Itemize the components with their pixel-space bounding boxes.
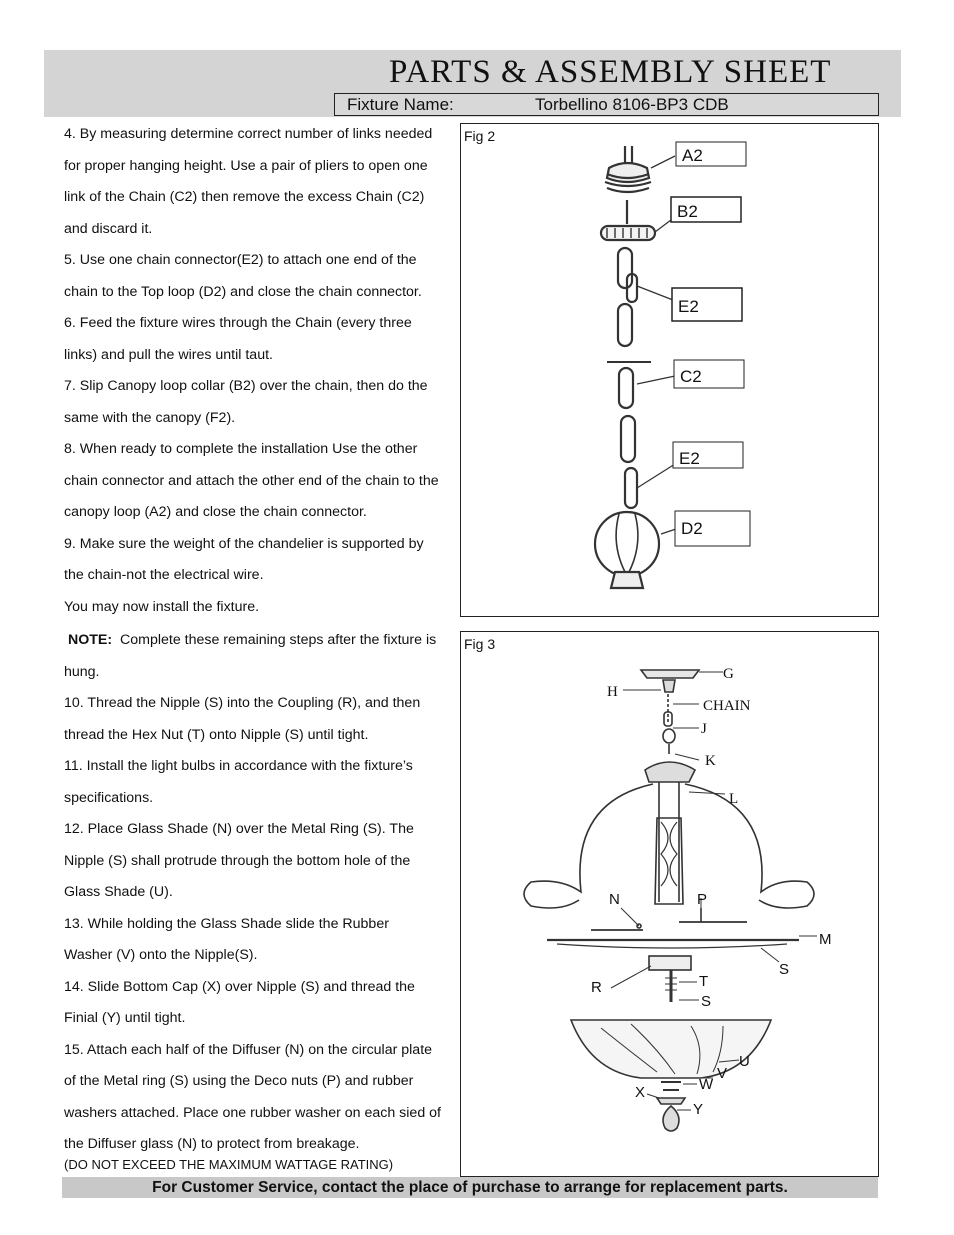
instruction-line: washers attached. Place one rubber washer on each sied of [64, 1104, 441, 1121]
chain-link [619, 368, 633, 408]
instruction-line: for proper hanging height. Use a pair of pliers to open one [64, 157, 428, 174]
canopy-loop-a2 [607, 163, 649, 182]
chain-link [618, 304, 632, 346]
instruction-line: 13. While holding the Glass Shade slide the Rubber [64, 915, 389, 932]
instruction-line: 8. When ready to complete the installation Use the other [64, 441, 418, 457]
figure-3-label: Fig 3 [464, 636, 496, 652]
canopy-loop-h [663, 680, 675, 692]
instruction-line: 14. Slide Bottom Cap (X) over Nipple (S) and thread the [64, 978, 415, 995]
label-x: X [635, 1084, 646, 1101]
label-g: G [723, 666, 734, 682]
chain-link [625, 468, 637, 508]
note-line [64, 625, 458, 657]
instruction-line: canopy loop (A2) and close the chain connector. [64, 504, 367, 520]
instruction-line: 11. Install the light bulbs in accordance with the fixture’s [64, 758, 413, 774]
chain-assembly-diagram [461, 124, 878, 616]
label-m: M [819, 931, 832, 948]
canopy-g [641, 670, 699, 678]
instruction-line: 15. Attach each half of the Diffuser (N) on the circular plate [64, 1041, 433, 1058]
instruction-line: the Diffuser glass (N) to protect from breakage. [64, 1136, 360, 1152]
top-loop-j [663, 729, 675, 743]
instructions-top [64, 119, 458, 623]
figure-2-label: Fig 2 [464, 128, 496, 144]
finial-y [663, 1106, 679, 1131]
label-u: U [739, 1053, 750, 1070]
left-arm [524, 784, 653, 908]
right-arm [685, 784, 814, 908]
instruction-line: of the Metal ring (S) using the Deco nuts (P) and rubber [64, 1073, 414, 1089]
chain-link [621, 416, 635, 462]
instruction-line: 9. Make sure the weight of the chandelier is supported by [64, 535, 424, 552]
label-r: R [591, 979, 602, 996]
loop-base [611, 572, 643, 588]
label-d2: D2 [681, 519, 703, 538]
instruction-line: thread the Hex Nut (T) onto Nipple (S) until tight. [64, 726, 369, 743]
fixture-exploded-diagram [461, 632, 878, 1176]
label-k: K [705, 753, 716, 769]
customer-service-footer: For Customer Service, contact the place of purchase to arrange for replacement parts. [62, 1177, 878, 1198]
body-cap-k [645, 762, 695, 782]
instruction-line: 10. Thread the Nipple (S) into the Coupling (R), and then [64, 695, 421, 711]
coupling-r [649, 956, 691, 970]
instruction-line: chain to the Top loop (D2) and close the chain connector. [64, 283, 422, 300]
label-l: L [729, 791, 739, 807]
instruction-line: the chain-not the electrical wire. [64, 567, 264, 583]
instruction-line: Glass Shade (U). [64, 884, 173, 900]
fixture-name-box [334, 93, 879, 116]
bottom-cap-x [657, 1098, 685, 1104]
instruction-line: 6. Feed the fixture wires through the Chain (every three [64, 315, 412, 331]
label-h: H [607, 684, 618, 700]
instruction-line: You may now install the fixture. [64, 598, 260, 615]
label-v: V [717, 1065, 728, 1082]
label-c2: C2 [680, 367, 702, 386]
label-w: W [699, 1076, 714, 1093]
instruction-line: Finial (Y) until tight. [64, 1010, 186, 1026]
note-lead: NOTE: [67, 632, 113, 648]
label-e2-top: E2 [678, 297, 699, 316]
label-b2: B2 [677, 202, 698, 221]
instruction-line: Nipple (S) shall protrude through the bottom hole of the [64, 852, 411, 869]
label-s-nipple: S [701, 993, 712, 1010]
instruction-line: Washer (V) onto the Nipple(S). [64, 947, 258, 963]
instruction-line: 7. Slip Canopy loop collar (B2) over the chain, then do the [64, 378, 428, 394]
instruction-line: hung. [64, 663, 100, 680]
label-a2: A2 [682, 146, 703, 165]
label-s-ring: S [779, 961, 790, 978]
label-n: N [609, 891, 620, 908]
instruction-line: same with the canopy (F2). [64, 409, 236, 426]
header-bar [44, 50, 901, 117]
page-title: PARTS & ASSEMBLY SHEET [389, 54, 832, 90]
instruction-line: links) and pull the wires until taut. [64, 346, 273, 363]
label-y: Y [693, 1101, 704, 1118]
label-e2-bottom: E2 [679, 449, 700, 468]
fixture-name-value: Torbellino 8106-BP3 CDB [535, 95, 729, 114]
wattage-warning: (DO NOT EXCEED THE MAXIMUM WATTAGE RATING) [64, 1157, 394, 1172]
instruction-line: 5. Use one chain connector(E2) to attach one end of the [64, 252, 417, 268]
note-text: Complete these remaining steps after the fixture is [119, 632, 437, 648]
instruction-line: 4. By measuring determine correct number of links needed [64, 126, 433, 142]
label-j: J [701, 721, 707, 737]
instruction-line: specifications. [64, 789, 154, 806]
instruction-line: link of the Chain (C2) then remove the excess Chain (C2) [64, 189, 425, 205]
top-loop-d2 [595, 512, 659, 576]
instruction-line: 12. Place Glass Shade (N) over the Metal Ring (S). The [64, 821, 414, 837]
label-t: T [699, 973, 709, 990]
instructions-bottom [64, 625, 458, 1161]
instruction-line: chain connector and attach the other end of the chain to the [64, 472, 439, 489]
label-chain: CHAIN [703, 698, 751, 714]
figure-2 [460, 123, 879, 617]
figure-3 [460, 631, 879, 1177]
chain-link [618, 248, 632, 288]
instruction-line: and discard it. [64, 220, 153, 237]
label-p: P [697, 891, 708, 908]
fixture-name-label: Fixture Name: [347, 95, 454, 114]
